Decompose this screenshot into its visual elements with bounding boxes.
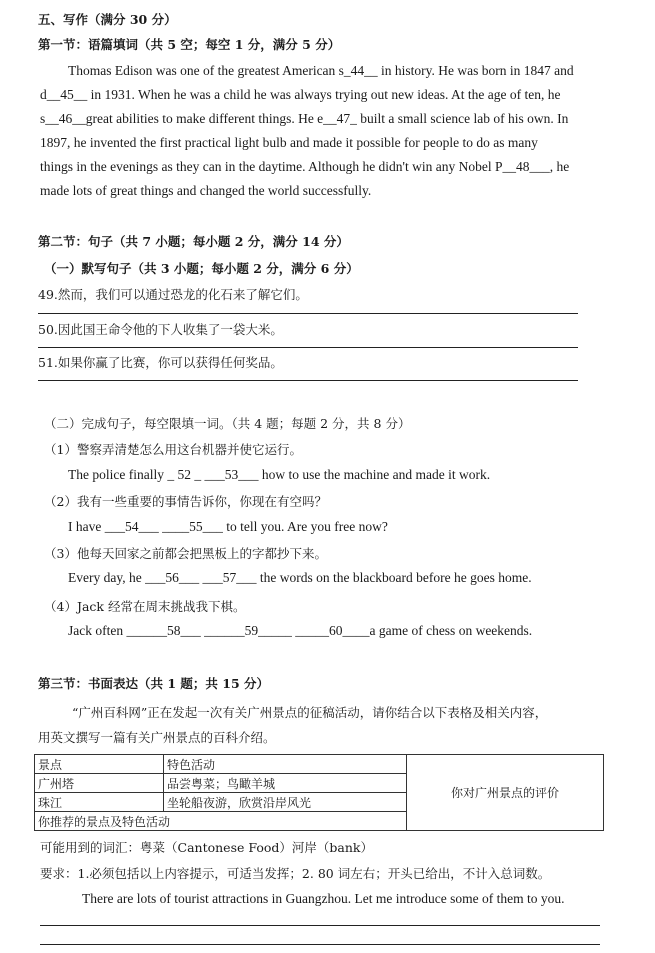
passage-line: made lots of great things and changed the world successfully. (40, 183, 372, 198)
sub1-title: （一）默写句子（共 3 小题；每小题 2 分，满分 6 分） (44, 261, 359, 276)
answer-line[interactable] (40, 925, 600, 926)
passage-line: s__46__great abilities to make different things. He e__47_ built a small science lab of his own. In (40, 111, 569, 126)
passage-line: things in the evenings as they can in the daytime. Although he didn't win any Nobel P__48___, he (40, 159, 570, 174)
question-49: 49.然而，我们可以通过恐龙的化石来了解它们。 (38, 287, 308, 302)
answer-line[interactable] (38, 313, 578, 314)
table-cell: 珠江 (35, 793, 164, 812)
sentence-3-cn: （3）他每天回家之前都会把黑板上的字都抄下来。 (44, 546, 327, 561)
part1-title: 第一节：语篇填词（共 5 空；每空 1 分，满分 5 分） (38, 37, 341, 52)
question-51: 51.如果你赢了比赛，你可以获得任何奖品。 (38, 355, 283, 370)
sentence-3-en: Every day, he ___56___ ___57___ the words on the blackboard before he goes home. (68, 570, 532, 585)
task-intro: “广州百科网”正在发起一次有关广州景点的征稿活动，请你结合以下表格及相关内容， (72, 705, 548, 720)
part2-title: 第二节：句子（共 7 小题；每小题 2 分，满分 14 分） (38, 234, 349, 249)
table-cell: 坐轮船夜游，欣赏沿岸风光 (164, 793, 407, 812)
table-cell: 广州塔 (35, 774, 164, 793)
sentence-4-cn: （4）Jack 经常在周末挑战我下棋。 (44, 599, 246, 614)
passage-line: 1897, he invented the first practical light bulb and made it possible for people to do as many (40, 135, 538, 150)
part3-title: 第三节：书面表达（共 1 题；共 15 分） (38, 676, 270, 691)
question-50: 50.因此国王命令他的下人收集了一袋大米。 (38, 322, 283, 337)
answer-line[interactable] (40, 944, 600, 945)
sentence-2-cn: （2）我有一些重要的事情告诉你，你现在有空吗？ (44, 494, 327, 509)
table-cell: 品尝粤菜；鸟瞰羊城 (164, 774, 407, 793)
passage-line: Thomas Edison was one of the greatest American s_44__ in history. He was born in 1847 and (68, 63, 574, 78)
info-table (34, 754, 604, 831)
table-header-activity: 特色活动 (164, 755, 407, 774)
answer-line[interactable] (38, 380, 578, 381)
vocab-hint: 可能用到的词汇：粤菜（Cantonese Food）河岸（bank） (40, 840, 373, 855)
sentence-1-en: The police finally _ 52 _ ___53___ how to use the machine and made it work. (68, 467, 491, 482)
table-cell-recommend: 你推荐的景点及特色活动 (35, 812, 407, 831)
requirements: 要求：1.必须包括以上内容提示，可适当发挥；2. 80 词左右；开头已给出，不计入总词数。 (40, 866, 551, 881)
section-title: 五、写作（满分 30 分） (38, 12, 177, 27)
sub2-title: （二）完成句子，每空限填一词。（共 4 题；每题 2 分，共 8 分） (44, 416, 411, 431)
answer-line[interactable] (38, 347, 578, 348)
sentence-2-en: I have ___54___ ____55___ to tell you. Are you free now? (68, 519, 388, 534)
sentence-4-en: Jack often ______58___ ______59_____ _____60____a game of chess on weekends. (68, 623, 533, 638)
passage-line: d__45__ in 1931. When he was a child he was always trying out new ideas. At the age of ten, he (40, 87, 561, 102)
task-intro: 用英文撰写一篇有关广州景点的百科介绍。 (38, 730, 276, 745)
table-evaluation: 你对广州景点的评价 (407, 755, 604, 831)
opening-sentence: There are lots of tourist attractions in Guangzhou. Let me introduce some of them to you. (82, 891, 565, 906)
sentence-1-cn: （1）警察弄清楚怎么用这台机器并使它运行。 (44, 442, 302, 457)
table-header-spot: 景点 (35, 755, 164, 774)
